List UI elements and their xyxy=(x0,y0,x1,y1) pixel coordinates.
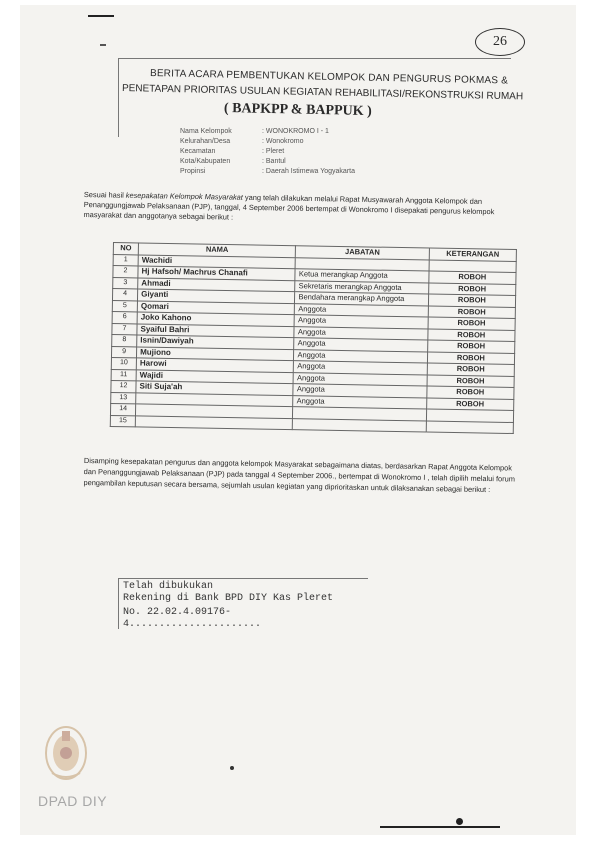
info-row xyxy=(180,168,355,178)
col-header-no: NO xyxy=(113,243,138,255)
cell-keterangan: ROBOH xyxy=(427,352,514,365)
cell-no: 15 xyxy=(110,415,135,427)
pen-mark xyxy=(88,15,114,17)
cell-keterangan: ROBOH xyxy=(428,283,515,296)
members-table xyxy=(110,242,517,434)
cell-nama xyxy=(135,415,293,429)
info-row xyxy=(180,128,355,138)
stamp-line1: Telah dibukukan xyxy=(123,581,214,592)
cell-jabatan: Anggota xyxy=(293,384,427,398)
header-title-line1: BERITA ACARA PEMBENTUKAN KELOMPOK DAN PENGURUS POKMAS & xyxy=(149,68,509,87)
cell-nama: Mujiono xyxy=(137,346,295,360)
cell-keterangan: ROBOH xyxy=(429,271,516,284)
cell-nama: Joko Kahono xyxy=(137,312,295,326)
cell-nama: Syaiful Bahri xyxy=(137,323,295,337)
info-value: : Daerah Istimewa Yogyakarta xyxy=(262,168,355,175)
cell-no: 7 xyxy=(112,323,137,335)
info-label: Nama Kelompok xyxy=(180,128,232,135)
cell-nama: Qomari xyxy=(137,300,295,314)
pen-mark xyxy=(100,44,106,46)
cell-keterangan: ROBOH xyxy=(427,386,514,399)
info-row xyxy=(180,148,355,158)
cell-jabatan: Sekretaris merangkap Anggota xyxy=(295,280,429,294)
col-header-nama: NAMA xyxy=(138,243,296,257)
closing-paragraph: Disamping kesepakatan pengurus dan anggota kelompok Masyarakat sebagaimana diatas, berdasarkan Rapat Anggota Kelompok dan Penanggungjawab Pelaksanaan (PJP) pada tanggal 4 September 2006., bertempat di Wonokromo I , telah dipilih melalui forum pengambilan keputusan secara bersama, sejumlah usulan kegiatan yang diprioritaskan untuk dilaksanakan sebagai berikut : xyxy=(83,455,515,495)
bank-stamp xyxy=(118,578,368,629)
page-number: 26 xyxy=(475,28,525,56)
cell-jabatan xyxy=(293,418,427,432)
info-value: : Pleret xyxy=(262,148,285,155)
pen-mark xyxy=(380,826,500,828)
info-label: Kelurahan/Desa xyxy=(180,138,231,145)
cell-no: 9 xyxy=(111,346,136,358)
stamp-line2: Rekening di Bank BPD DIY Kas Pleret xyxy=(123,593,334,604)
cell-nama: Giyanti xyxy=(138,289,296,303)
cell-keterangan: ROBOH xyxy=(427,340,514,353)
cell-keterangan: ROBOH xyxy=(428,317,515,330)
info-label: Kecamatan xyxy=(180,148,216,155)
info-value: : WONOKROMO I - 1 xyxy=(262,128,329,135)
cell-keterangan: ROBOH xyxy=(428,294,515,307)
header-title-line2: PENETAPAN PRIORITAS USULAN KEGIATAN REHABILITASI/REKONSTRUKSI RUMAH xyxy=(121,83,524,103)
cell-keterangan: ROBOH xyxy=(427,374,514,387)
cell-jabatan: Anggota xyxy=(295,303,429,317)
cell-no: 13 xyxy=(111,392,136,404)
cell-jabatan: Anggota xyxy=(294,326,428,340)
cell-no: 14 xyxy=(110,403,135,415)
col-header-jabatan: JABATAN xyxy=(296,246,430,260)
info-row xyxy=(180,138,355,148)
header-abbreviation: ( BAPKPP & BAPPUK ) xyxy=(223,101,372,120)
cell-jabatan: Anggota xyxy=(294,349,428,363)
col-header-keterangan: KETERANGAN xyxy=(429,248,516,261)
cell-jabatan: Anggota xyxy=(294,315,428,329)
ink-dot xyxy=(456,818,463,825)
cell-no: 8 xyxy=(112,334,137,346)
cell-no: 1 xyxy=(113,254,138,266)
cell-no: 11 xyxy=(111,369,136,381)
cell-nama: Wajidi xyxy=(136,369,294,383)
cell-keterangan: ROBOH xyxy=(428,306,515,319)
cell-jabatan: Ketua merangkap Anggota xyxy=(295,269,429,283)
info-row xyxy=(180,158,355,168)
intro-prefix: Sesuai hasil xyxy=(83,190,126,200)
cell-jabatan: Anggota xyxy=(293,395,427,409)
stamp-account-number: No. 22.02.4.09176-4...................... xyxy=(123,607,262,630)
info-label: Kota/Kabupaten xyxy=(180,158,231,165)
cell-jabatan: Anggota xyxy=(294,338,428,352)
cell-nama: Isnin/Dawiyah xyxy=(137,335,295,349)
cell-keterangan: ROBOH xyxy=(426,397,513,410)
ink-dot xyxy=(230,766,234,770)
cell-nama: Hj Hafsoh/ Machrus Chanafi xyxy=(138,266,296,280)
cell-nama: Ahmadi xyxy=(138,277,296,291)
cell-nama: Siti Suja'ah xyxy=(136,381,294,395)
group-info xyxy=(180,128,355,178)
intro-emphasis: kesepakatan Kelompok Masyarakat xyxy=(125,190,243,202)
watermark: DPAD DIY xyxy=(38,793,108,809)
cell-no: 5 xyxy=(112,300,137,312)
cell-keterangan: ROBOH xyxy=(428,329,515,342)
intro-rest: yang telah dilakukan melalui Rapat Musyawarah Anggota Kelompok dan Penanggungjawab Pelaksanaan (PJP), tanggal, 4 September 2006 bertempat di Wonokromo I disepakati pengurus kelompok masyarakat dan anggotanya sebagai berikut : xyxy=(83,192,495,222)
info-value: : Wonokromo xyxy=(262,138,304,145)
cell-no: 4 xyxy=(112,289,137,301)
cell-jabatan: Bendahara merangkap Anggota xyxy=(295,292,429,306)
cell-keterangan xyxy=(426,420,513,433)
dpad-seal-logo xyxy=(42,723,90,785)
cell-no: 6 xyxy=(112,311,137,323)
cell-no: 10 xyxy=(111,357,136,369)
info-value: : Bantul xyxy=(262,158,286,165)
cell-jabatan: Anggota xyxy=(293,372,427,386)
cell-jabatan: Anggota xyxy=(294,361,428,375)
info-label: Propinsi xyxy=(180,168,206,175)
cell-nama: Harowi xyxy=(136,358,294,372)
cell-no: 2 xyxy=(113,266,138,278)
cell-nama: Wachidi xyxy=(138,254,296,268)
cell-no: 3 xyxy=(113,277,138,289)
cell-keterangan: ROBOH xyxy=(427,363,514,376)
table-body xyxy=(110,254,516,434)
cell-no: 12 xyxy=(111,380,136,392)
